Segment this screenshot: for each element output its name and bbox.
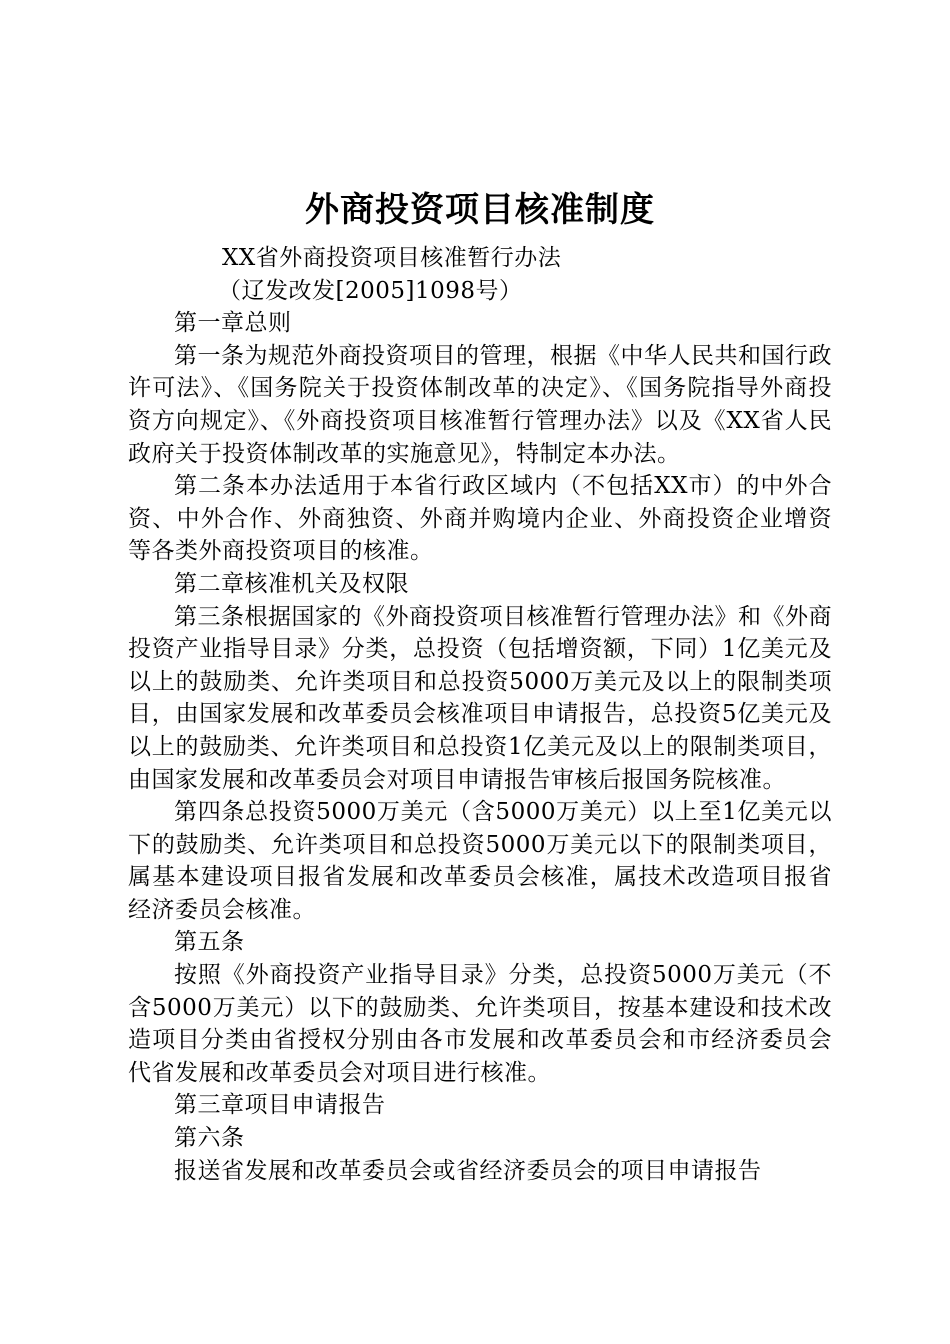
document-number: （辽发改发[2005]1098号）: [218, 277, 523, 304]
article-paragraph: 报送省发展和改革委员会或省经济委员会的项目申请报告: [174, 1157, 762, 1184]
article-paragraph: 按照《外商投资产业指导目录》分类，总投资5000万美元（不含5000万美元）以下的鼓励类、允许类项目，按基本建设和技术改造项目分类由省授权分别由各市发展和改革委员会和市经济委员会代省发展和改革委员会对项目进行核准。: [128, 962, 832, 1086]
article-paragraph: 第二条本办法适用于本省行政区域内（不包括XX市）的中外合资、中外合作、外商独资、外商并购境内企业、外商投资企业增资等各类外商投资项目的核准。: [128, 473, 832, 565]
chapter-heading: 第三章项目申请报告: [174, 1092, 386, 1119]
document-page: [128, 180, 832, 1187]
article-heading: 第六条: [174, 1125, 245, 1152]
chapter-heading: 第二章核准机关及权限: [174, 570, 409, 597]
article-paragraph: 第三条根据国家的《外商投资项目核准暂行管理办法》和《外商投资产业指导目录》分类，总投资（包括增资额，下同）1亿美元及以上的鼓励类、允许类项目和总投资5000万美元及以上的限制类项目，由国家发展和改革委员会核准项目申请报告，总投资5亿美元及以上的鼓励类、允许类项目和总投资1亿美元及以上的限制类项目，由国家发展和改革委员会对项目申请报告审核后报国务院核准。: [128, 603, 832, 793]
chapter-heading: 第一章总则: [174, 310, 292, 337]
article-paragraph: 第一条为规范外商投资项目的管理，根据《中华人民共和国行政许可法》、《国务院关于投资体制改革的决定》、《国务院指导外商投资方向规定》、《外商投资项目核准暂行管理办法》以及《XX省人民政府关于投资体制改革的实施意见》，特制定本办法。: [128, 342, 832, 467]
article-heading: 第五条: [174, 929, 245, 956]
article-paragraph: 第四条总投资5000万美元（含5000万美元）以上至1亿美元以下的鼓励类、允许类项目和总投资5000万美元以下的限制类项目，属基本建设项目报省发展和改革委员会核准，属技术改造项目报省经济委员会核准。: [128, 799, 832, 923]
document-title: 外商投资项目核准制度: [305, 190, 655, 230]
document-subtitle: XX省外商投资项目核准暂行办法: [222, 245, 562, 271]
